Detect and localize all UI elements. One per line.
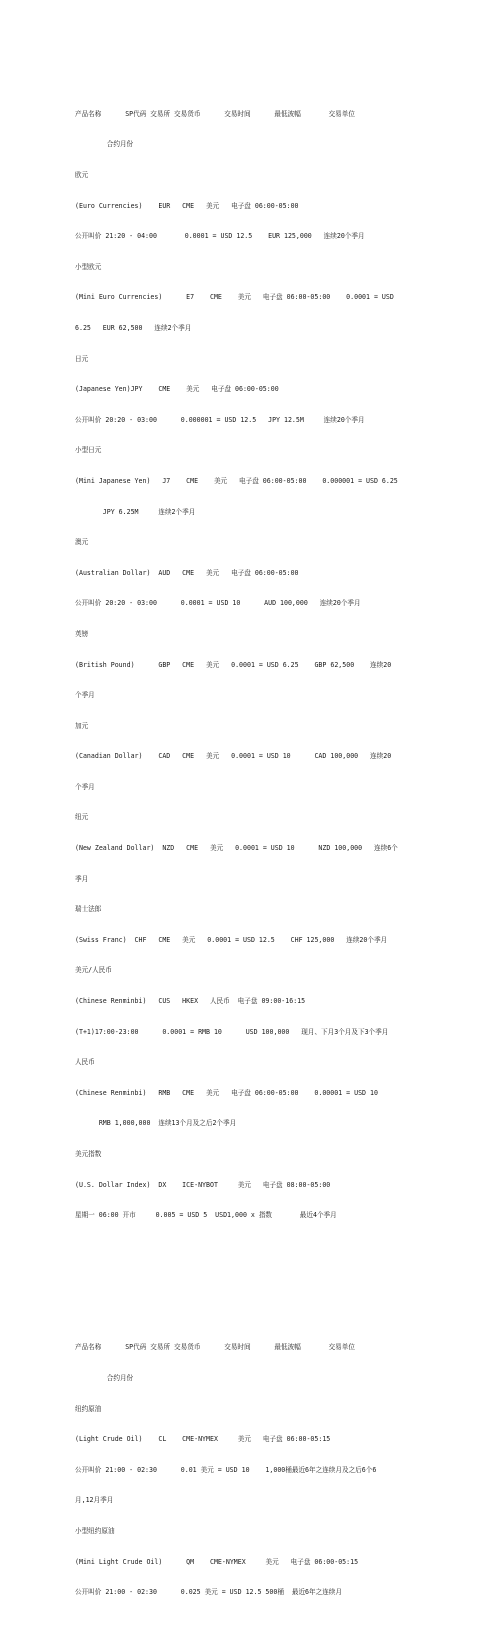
header-columns-cont: 合约月份: [75, 140, 134, 149]
product-row: (Mini Light Crude Oil) QM CME-NYMEX 美元 电子盘 06:00-05:15: [75, 1557, 359, 1566]
product-row: 公开叫价 21:20 - 04:00 0.0001 = USD 12.5 EUR 125,000 连续20个季月: [75, 232, 365, 241]
section-spacer: [75, 1271, 485, 1291]
product-row: (Australian Dollar) AUD CME 美元 电子盘 06:00-05:00: [75, 568, 299, 577]
product-name-cn: 小型日元: [75, 446, 102, 455]
product-row: (Swiss Franc) CHF CME 美元 0.0001 = USD 12.5 CHF 125,000 连续20个季月: [75, 935, 388, 944]
product-name-cn: 纽约原油: [75, 1404, 102, 1413]
product-name-cn: 纽元: [75, 813, 89, 822]
product-name-cn: 日元: [75, 354, 89, 363]
product-name-cn: 瑞士法郎: [75, 905, 102, 914]
section-forex: [75, 88, 485, 1240]
product-row: JPY 6.25M 连续2个季月: [75, 507, 196, 516]
product-row: 个季月: [75, 782, 95, 791]
product-row: 公开叫价 21:00 - 02:30 0.01 美元 = USD 10 1,000桶最近6年之连续月及之后6个6: [75, 1465, 377, 1474]
header-columns: 产品名称 SP代码 交易所 交易货币 交易时间 最低波幅 交易单位: [75, 1343, 355, 1352]
product-row: (Mini Euro Currencies) E7 CME 美元 电子盘 06:00-05:00 0.0001 = USD: [75, 293, 394, 302]
product-row: 公开叫价 21:00 - 02:30 0.025 美元 = USD 12.5 500桶 最近6年之连续月: [75, 1588, 342, 1597]
product-name-cn: 美元指数: [75, 1150, 102, 1158]
product-row: (British Pound) GBP CME 美元 0.0001 = USD 6.25 GBP 62,500 连续20: [75, 660, 392, 669]
section-energy: [75, 1322, 485, 1618]
product-row: (Japanese Yen)JPY CME 美元 电子盘 06:00-05:00: [75, 385, 279, 394]
header-columns-cont: 合约月份: [75, 1374, 134, 1382]
product-name-cn: 澳元: [75, 538, 89, 547]
product-row: (New Zealand Dollar) NZD CME 美元 0.0001 = USD 10 NZD 100,000 连续6个: [75, 844, 398, 853]
product-name-cn: 欧元: [75, 171, 89, 179]
document-body: [75, 68, 485, 1628]
product-row: 月,12月季月: [75, 1496, 114, 1505]
product-row: (T+1)17:00-23:00 0.0001 = RMB 10 USD 100,000 现月、下月3个月及下3个季月: [75, 1027, 389, 1036]
product-row: 公开叫价 20:20 - 03:00 0.0001 = USD 10 AUD 100,000 连续20个季月: [75, 599, 361, 608]
product-name-cn: 美元/人民币: [75, 966, 112, 975]
product-row: 星期一 06:00 开市 0.005 = USD 5 USD1,000 x 指数 最近4个季月: [75, 1211, 337, 1220]
product-row: 季月: [75, 874, 89, 883]
product-name-cn: 英镑: [75, 629, 89, 638]
product-row: (Chinese Renminbi) RMB CME 美元 电子盘 06:00-05:00 0.00001 = USD 10: [75, 1088, 378, 1097]
product-row: (U.S. Dollar Index) DX ICE-NYBOT 美元 电子盘 08:00-05:00: [75, 1180, 331, 1189]
header-columns: 产品名称 SP代码 交易所 交易货币 交易时间 最低波幅 交易单位: [75, 109, 355, 118]
product-row: (Chinese Renminbi) CUS HKEX 人民币 电子盘 09:00-16:15: [75, 997, 306, 1006]
product-row: RMB 1,000,000 连续13个月及之后2个季月: [75, 1119, 237, 1128]
product-name-cn: 人民币: [75, 1058, 95, 1067]
product-name-cn: 小型纽约原油: [75, 1526, 115, 1535]
product-row: (Euro Currencies) EUR CME 美元 电子盘 06:00-05:00: [75, 201, 299, 210]
product-row: 公开叫价 20:20 - 03:00 0.000001 = USD 12.5 JPY 12.5M 连续20个季月: [75, 415, 365, 424]
product-name-cn: 加元: [75, 721, 89, 730]
product-row: (Light Crude Oil) CL CME-NYMEX 美元 电子盘 06:00-05:15: [75, 1435, 331, 1444]
product-row: (Canadian Dollar) CAD CME 美元 0.0001 = USD 10 CAD 100,000 连续20: [75, 752, 392, 761]
product-name-cn: 小型欧元: [75, 262, 102, 271]
product-row: 个季月: [75, 691, 95, 700]
product-row: 6.25 EUR 62,500 连续2个季月: [75, 323, 192, 332]
product-row: (Mini Japanese Yen) J7 CME 美元 电子盘 06:00-05:00 0.000001 = USD 6.25: [75, 476, 398, 485]
